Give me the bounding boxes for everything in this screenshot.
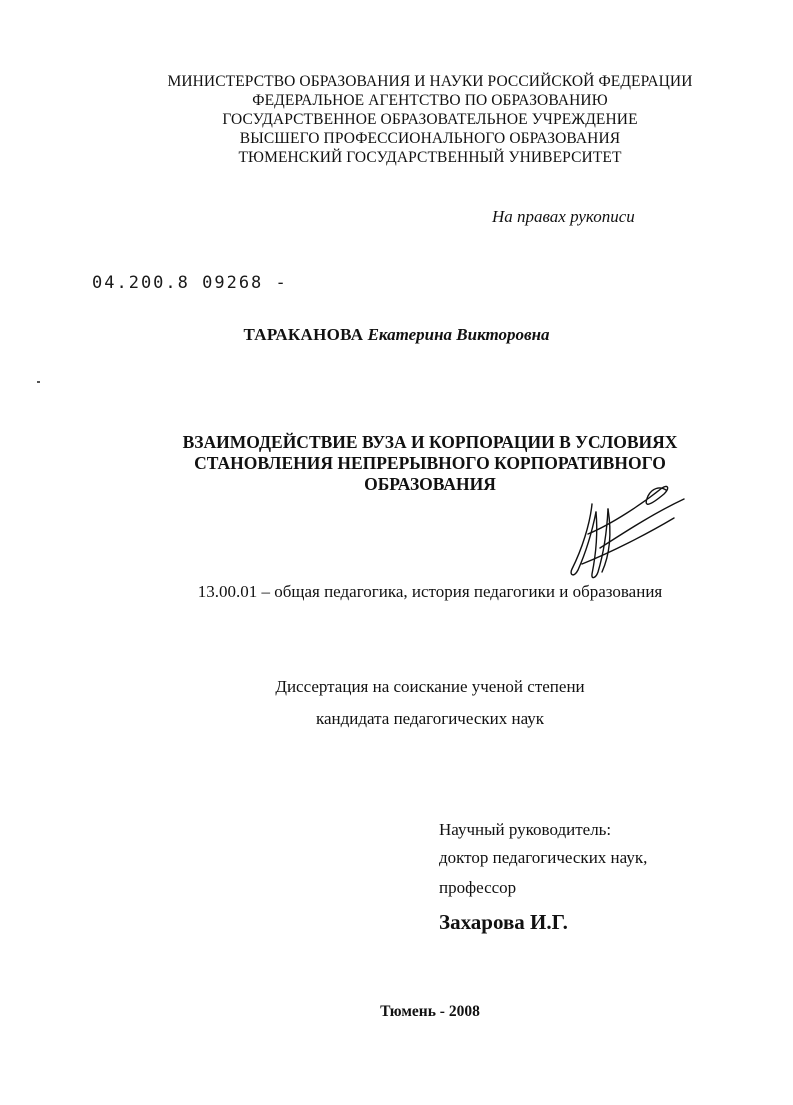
signature-icon: [552, 474, 702, 586]
rights-note: На правах рукописи: [492, 207, 635, 226]
header-line: ВЫСШЕГО ПРОФЕССИОНАЛЬНОГО ОБРАЗОВАНИЯ: [239, 130, 621, 147]
advisor-rank: профессор: [439, 878, 517, 897]
header-line: ГОСУДАРСТВЕННОЕ ОБРАЗОВАТЕЛЬНОЕ УЧРЕЖДЕНИЕ: [222, 111, 638, 128]
degree-statement: Диссертация на соискание ученой степени: [275, 677, 585, 696]
advisor-label: Научный руководитель:: [439, 820, 612, 839]
author-surname: ТАРАКАНОВА: [243, 325, 364, 344]
title-line: СТАНОВЛЕНИЯ НЕПРЕРЫВНОГО КОРПОРАТИВНОГО: [194, 453, 666, 473]
header-line: МИНИСТЕРСТВО ОБРАЗОВАНИЯ И НАУКИ РОССИЙСКОЙ ФЕДЕРАЦИИ: [167, 73, 693, 90]
header-line: ТЮМЕНСКИЙ ГОСУДАРСТВЕННЫЙ УНИВЕРСИТЕТ: [238, 149, 622, 166]
author-name: [0, 325, 793, 345]
institution-header: [80, 72, 780, 167]
registration-stamp: 04.200.8 09268 -: [92, 273, 288, 293]
degree-field: кандидата педагогических наук: [315, 709, 545, 728]
scan-speck: [37, 381, 40, 383]
advisor-degree: доктор педагогических наук,: [439, 848, 648, 867]
header-line: ФЕДЕРАЛЬНОЕ АГЕНТСТВО ПО ОБРАЗОВАНИЮ: [252, 92, 608, 109]
title-line: ОБРАЗОВАНИЯ: [364, 474, 496, 494]
author-given-names: Екатерина Викторовна: [367, 325, 550, 344]
title-line: ВЗАИМОДЕЙСТВИЕ ВУЗА И КОРПОРАЦИИ В УСЛОВИЯХ: [182, 432, 678, 452]
specialty-code: 13.00.01 – общая педагогика, история педагогики и образования: [197, 582, 663, 601]
city-year: Тюмень - 2008: [380, 1003, 480, 1020]
advisor-name: Захарова И.Г.: [439, 910, 568, 934]
